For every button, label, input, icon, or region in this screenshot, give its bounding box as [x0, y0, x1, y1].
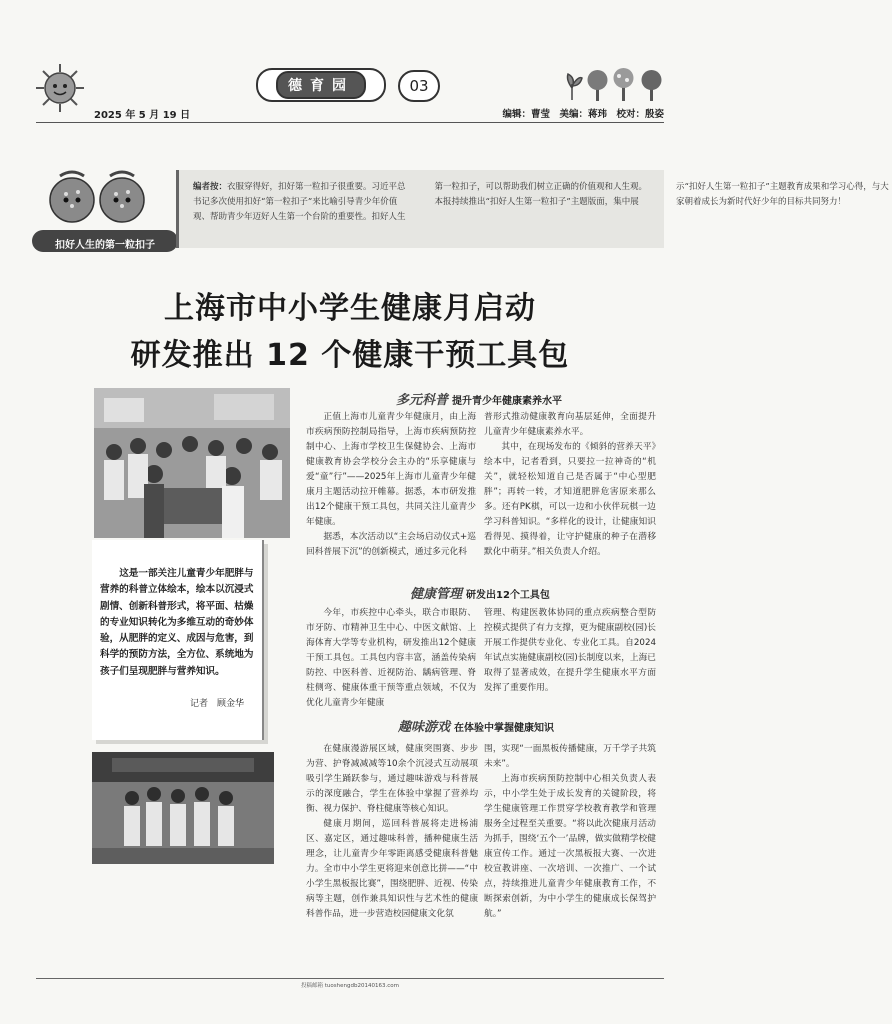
reporter-byline: 记者 顾金华: [190, 699, 245, 709]
event-photo-2: [92, 752, 274, 864]
editors-note-label: 编者按：: [193, 182, 228, 192]
section-3-heading: [398, 716, 554, 735]
paragraph: 管理、构建医教体协同的重点疾病整合型防控模式提供了有力支撑，更为健康副校(园)长开展工作提供专业化、专业化工具。自2024年试点实施健康副校(园)长制度以来，上海已取得了显著成效，在提升学生健康水平方面发挥了重要作用。: [484, 608, 656, 693]
sun-mascot-icon: [34, 62, 86, 114]
section-2-col-left: [306, 606, 476, 711]
paragraph: 上海市疾病预防控制中心相关负责人表示，中小学生处于成长发育的关键阶段，将学生健康管理工作贯穿学校教育教学和管理服务全过程至关重要。“将以此次健康月活动为抓手，围绕‘五个一’品牌，做实做精学校健康宣传工作。通过一次黑板报大赛、一次进校宣教讲座、一次培训、一次推广、一个试点，持续推进儿童青少年健康教育工作，不断探索创新，为中小学生的健康成长保驾护航。”: [484, 773, 656, 919]
headline-line-1: 上海市中小学生健康月启动: [164, 291, 536, 326]
issue-date: 2025 年 5 月 19 日: [94, 110, 191, 121]
section-2-subtitle: 研发出12个工具包: [466, 590, 550, 601]
section-2-keyword: 健康管理: [410, 587, 463, 602]
section-3-subtitle: 在体验中掌握健康知识: [454, 723, 555, 734]
column-title: 德育园: [276, 71, 366, 99]
intro-banner-label: 扣好人生的第一粒扣子: [55, 240, 155, 251]
headline-line-2: 研发推出 12 个健康干预工具包: [130, 338, 570, 373]
section-1-col-right: [484, 410, 656, 560]
section-1-col-left: [306, 410, 476, 560]
paragraph: 在健康漫游展区域，健康突围赛、步步为营、护脊减减减等10余个沉浸式互动展项吸引学生踊跃参与，通过趣味游戏与科普展示的深度融合，学生在体验中掌握了营养均衡、视力保护、脊柱健康等核心知识。: [306, 744, 478, 814]
paragraph: 正值上海市儿童青少年健康月，由上海市疾病预防控制局指导，上海市疾病预防控制中心、上海市学校卫生保健协会、上海市健康教育协会学校分会主办的“乐享健康与爱“童”行”——2025年上海市儿童青少年健康月主题活动拉开帷幕。据悉，本市研发推出12个健康干预工具包，共同关注儿童青少年健康。: [306, 412, 476, 527]
footer-divider: [36, 978, 664, 979]
paragraph: 今年，市疾控中心牵头，联合市眼防、市牙防、市精神卫生中心、中医文献馆、上海体育大学等专业机构，研发推出12个健康干预工具包。工具包内容丰富，涵盖传染病防控、中医科普、近视防治、龋病管理、脊柱侧弯、健康体重干预等重点领域，不仅为优化儿童青少年健康: [306, 608, 476, 708]
section-2-heading: [410, 583, 550, 602]
paragraph: 健康月期间，巡回科普展将走进杨浦区、嘉定区，通过趣味科普，播种健康生活理念，让儿童青少年零距离感受健康科普魅力。全市中小学生更将迎来创意比拼——“中小学生黑板报比赛”，围绕肥胖、近视、传染病等主题，创作兼具知识性与艺术性的健康科普作品，进一步营造校园健康文化氛: [306, 818, 478, 919]
section-1-keyword: 多元科普: [396, 393, 449, 408]
trees-decoration-icon: [566, 66, 670, 102]
header-divider: [36, 122, 664, 123]
footer-email: 投稿邮箱 tuoshengdb20140163.com: [301, 983, 399, 989]
editors-credit: 编辑：曹莹 美编：蒋玮 校对：殷姿: [502, 109, 664, 120]
sidebar-quote: 这是一部关注儿童青少年肥胖与营养的科普立体绘本，绘本以沉浸式剧情、创新科普形式，将平面、枯燥的专业知识转化为多维互动的奇妙体验，从肥胖的定义、成因与危害，到科学的预防方法，全方位、系统地为孩子们呈现肥胖与营养知识。: [100, 568, 254, 677]
paragraph: 围，实现“一面黑板传播健康，万千学子共筑未来”。: [484, 744, 656, 769]
editors-note: [176, 170, 889, 248]
section-3-col-left: [306, 742, 478, 922]
paragraph: 其中，在现场发布的《倾斜的营养天平》绘本中，记者看到，只要拉一拉神奇的“机关”，就轻松知道自己是否属于“中心型肥胖”；再转一转，才知道肥胖危害原来那么多。还有PK棋，可以一边和小伙伴玩棋一边学习科普知识。“多样化的设计，让健康知识看得见、摸得着，让守护健康的种子在潜移默化中萌芽。”相关负责人介绍。: [484, 441, 656, 557]
section-3-col-right: [484, 742, 656, 922]
editors-note-text: 衣服穿得好，扣好第一粒扣子很重要。习近平总书记多次使用扣好“第一粒扣子”来比喻引导青少年价值观、帮助青少年迈好人生第一个台阶的重要性。扣好人生第一粒扣子，可以帮助我们树立正确的价值观和人生观。本报持续推出“扣好人生第一粒扣子”主题版面，集中展示“扣好人生第一粒扣子”主题教育成果和学习心得，与大家朝着成长为新时代好少年的目标共同努力！: [193, 182, 889, 222]
event-photo-1: [94, 388, 290, 538]
section-2-col-right: [484, 606, 656, 696]
page-number: 03: [398, 70, 440, 102]
paragraph: 据悉，本次活动以“主会场启动仪式+巡回科普展下沉”的创新模式，通过多元化科: [306, 531, 476, 557]
paragraph: 普形式推动健康教育向基层延伸，全面提升儿童青少年健康素养水平。: [484, 412, 656, 437]
section-1-heading: [396, 389, 562, 408]
section-3-keyword: 趣味游戏: [398, 720, 451, 735]
column-title-badge: [256, 68, 386, 102]
section-1-subtitle: 提升青少年健康素养水平: [452, 396, 563, 407]
